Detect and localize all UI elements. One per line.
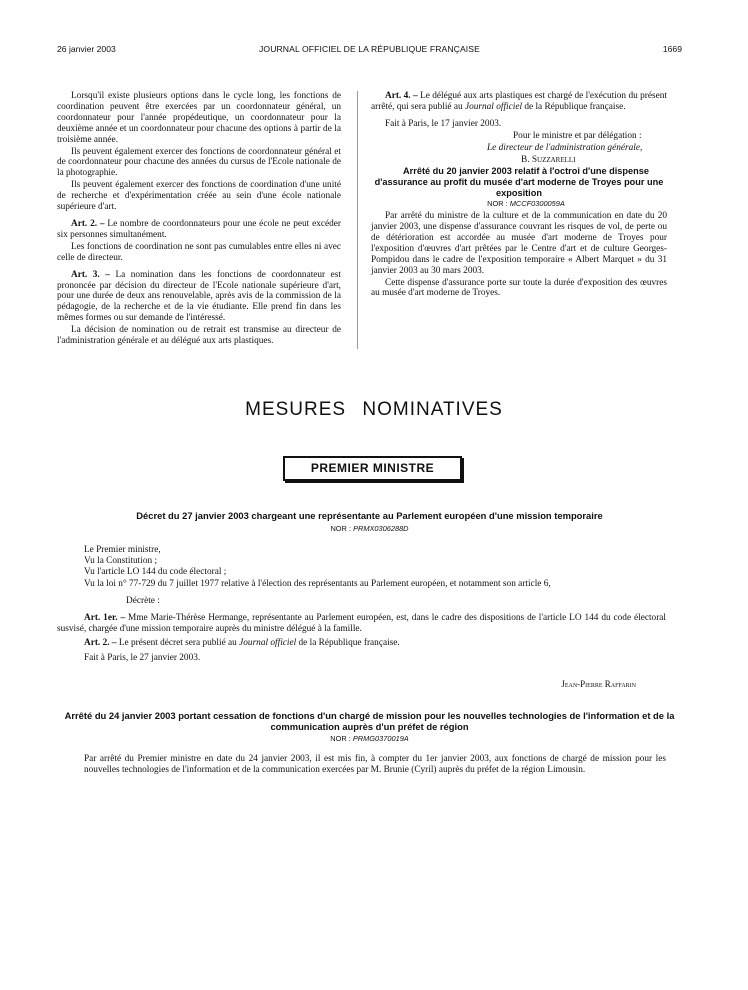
issue-date: 26 janvier 2003	[57, 44, 116, 54]
article-label: Art. 1er. –	[84, 613, 126, 624]
article-text: Le délégué aux arts plastiques est chargé de l'exécution du présent arrêté, qui sera publié au	[371, 91, 667, 112]
right-column	[371, 91, 667, 300]
signature-line: Le directeur de l'administration générale,	[487, 142, 643, 153]
article-text: Le nombre de coordonnateurs pour une école ne peut excéder six personnes simultanément.	[57, 218, 341, 240]
arrete-title: Arrêté du 24 janvier 2003 portant cessation de fonctions d'un chargé de mission pour les nouvelles technologies de l'information et de la communication auprès d'un préfet de région	[64, 710, 675, 732]
decrete-line: Décrète :	[126, 595, 160, 606]
article-label: Art. 3. –	[71, 269, 110, 280]
paragraph: Ils peuvent également exercer des fonctions de coordination d'une unité de recherche et d'expérimentation créée au sein d'une école nationale supérieure d'art.	[57, 180, 341, 213]
paragraph: Ils peuvent également exercer des fonctions de coordonnateur général et de coordonnateur pour chacune des années du cursus de l'Ecole nationale de la photographie.	[57, 146, 341, 179]
nor-label: NOR :	[330, 524, 354, 533]
article-text: La nomination dans les fonctions de coordonnateur est prononcée par décision du directeur de l'Ecole nationale supérieure d'art, pour une durée de deux ans renouvelable, après avis de la commission de la pédagogie, de la recherche et de la vie étudiante. Elle prend fin dans les mêmes formes ou sur demande de l'intéressé.	[57, 269, 341, 324]
article-label: Art. 4. –	[385, 91, 418, 101]
paragraph: Les fonctions de coordination ne sont pas cumulables entre elles ni avec celle de directeur.	[57, 241, 341, 263]
paragraph: Cette dispense d'assurance porte sur toute la durée d'exposition des œuvres au musée d'art moderne de Troyes.	[371, 277, 667, 299]
nor-code: PRMG0370019A	[352, 734, 409, 743]
decree-article-1	[57, 613, 666, 635]
paragraph: Par arrêté du ministre de la culture et de la communication en date du 20 janvier 2003, une dispense d'assurance couvrant les risques de vol, de perte ou de détérioration est accordée au musée d'art moderne de Troyes pour l'exposition d'œuvres d'art prêtées par le Centre d'art et de culture Georges-Pompidou dans le cadre de l'exposition temporaire « Albert Marquet » du 31 janvier 2003 au 30 mars 2003.	[371, 211, 667, 276]
article-text: de la République française.	[296, 638, 400, 649]
decree-body	[57, 545, 666, 664]
paragraph: La décision de nomination ou de retrait est transmise au directeur de l'administration générale et au délégué aux arts plastiques.	[57, 325, 341, 347]
article-label: Art. 2. –	[71, 218, 105, 229]
article-text: Le présent décret sera publié au	[116, 638, 240, 649]
visa-line: Vu la loi n° 77-729 du 7 juillet 1977 relative à l'élection des représentants au Parlement européen, et notamment son article 6,	[84, 578, 551, 589]
signature-line: Pour le ministre et par délégation :	[513, 130, 642, 141]
place-date: Fait à Paris, le 27 janvier 2003.	[84, 652, 201, 663]
nor-label: NOR :	[487, 199, 510, 209]
place-date: Fait à Paris, le 17 janvier 2003.	[385, 118, 502, 129]
journal-name: Journal officiel	[239, 638, 297, 649]
visa-line: Vu l'article LO 144 du code électoral ;	[84, 567, 227, 578]
journal-title: JOURNAL OFFICIEL DE LA RÉPUBLIQUE FRANÇAISE	[259, 44, 480, 54]
visa-line: Vu la Constitution ;	[84, 556, 158, 567]
decree-title: Décret du 27 janvier 2003 chargeant une représentante au Parlement européen d'une mission temporaire	[136, 510, 603, 521]
article-3	[57, 270, 341, 325]
article-text: de la République française.	[522, 101, 626, 112]
journal-name: Journal officiel	[464, 101, 523, 112]
arrete-title: Arrêté du 20 janvier 2003 relatif à l'octroi d'une dispense d'assurance au profit du musée d'art moderne de Troyes pour une exposition	[374, 166, 664, 198]
article-2	[57, 219, 341, 241]
section-title: MESURES NOMINATIVES	[245, 399, 503, 420]
nor-reference	[57, 524, 682, 533]
article-4	[371, 91, 667, 113]
decree-article-2	[84, 638, 666, 649]
nor-reference	[371, 199, 667, 210]
nor-label: NOR :	[330, 734, 353, 743]
column-divider	[357, 91, 358, 349]
arrete-body: Par arrêté du Premier ministre en date du 24 janvier 2003, il est mis fin, à compter du 1er janvier 2003, aux fonctions de chargé de mission pour les nouvelles technologies de l'information et de la communication exercées par M. Brunie (Cyril) auprès du préfet de la région Limousin.	[84, 754, 666, 775]
signatory-name: B. Suzzarelli	[521, 154, 576, 165]
article-label: Art. 2. –	[84, 638, 117, 649]
nor-reference	[57, 734, 682, 743]
nor-code: MCCF0300059A	[509, 199, 565, 209]
paragraph: Lorsqu'il existe plusieurs options dans le cycle long, les fonctions de coordination peuvent être exercées par un coordonnateur général, un coordonnateur pour l'année propédeutique, un coordonnateur pour la deuxième année et un coordonnateur pour chacune des options à partir de la troisième année.	[57, 91, 341, 145]
decree-author: Jean-Pierre Raffarin	[561, 679, 636, 689]
visa-line: Le Premier ministre,	[84, 545, 161, 555]
left-column	[57, 91, 341, 348]
nor-code: PRMX0306288D	[353, 524, 409, 533]
ministry-box: PREMIER MINISTRE	[283, 456, 462, 481]
article-text: Mme Marie-Thérèse Hermange, représentante au Parlement européen, est, dans le cadre des dispositions de l'article LO 144 du code électoral susvisé, chargée d'une mission temporaire auprès du ministre délégué à la famille.	[57, 613, 666, 635]
page-number: 1669	[662, 44, 682, 54]
